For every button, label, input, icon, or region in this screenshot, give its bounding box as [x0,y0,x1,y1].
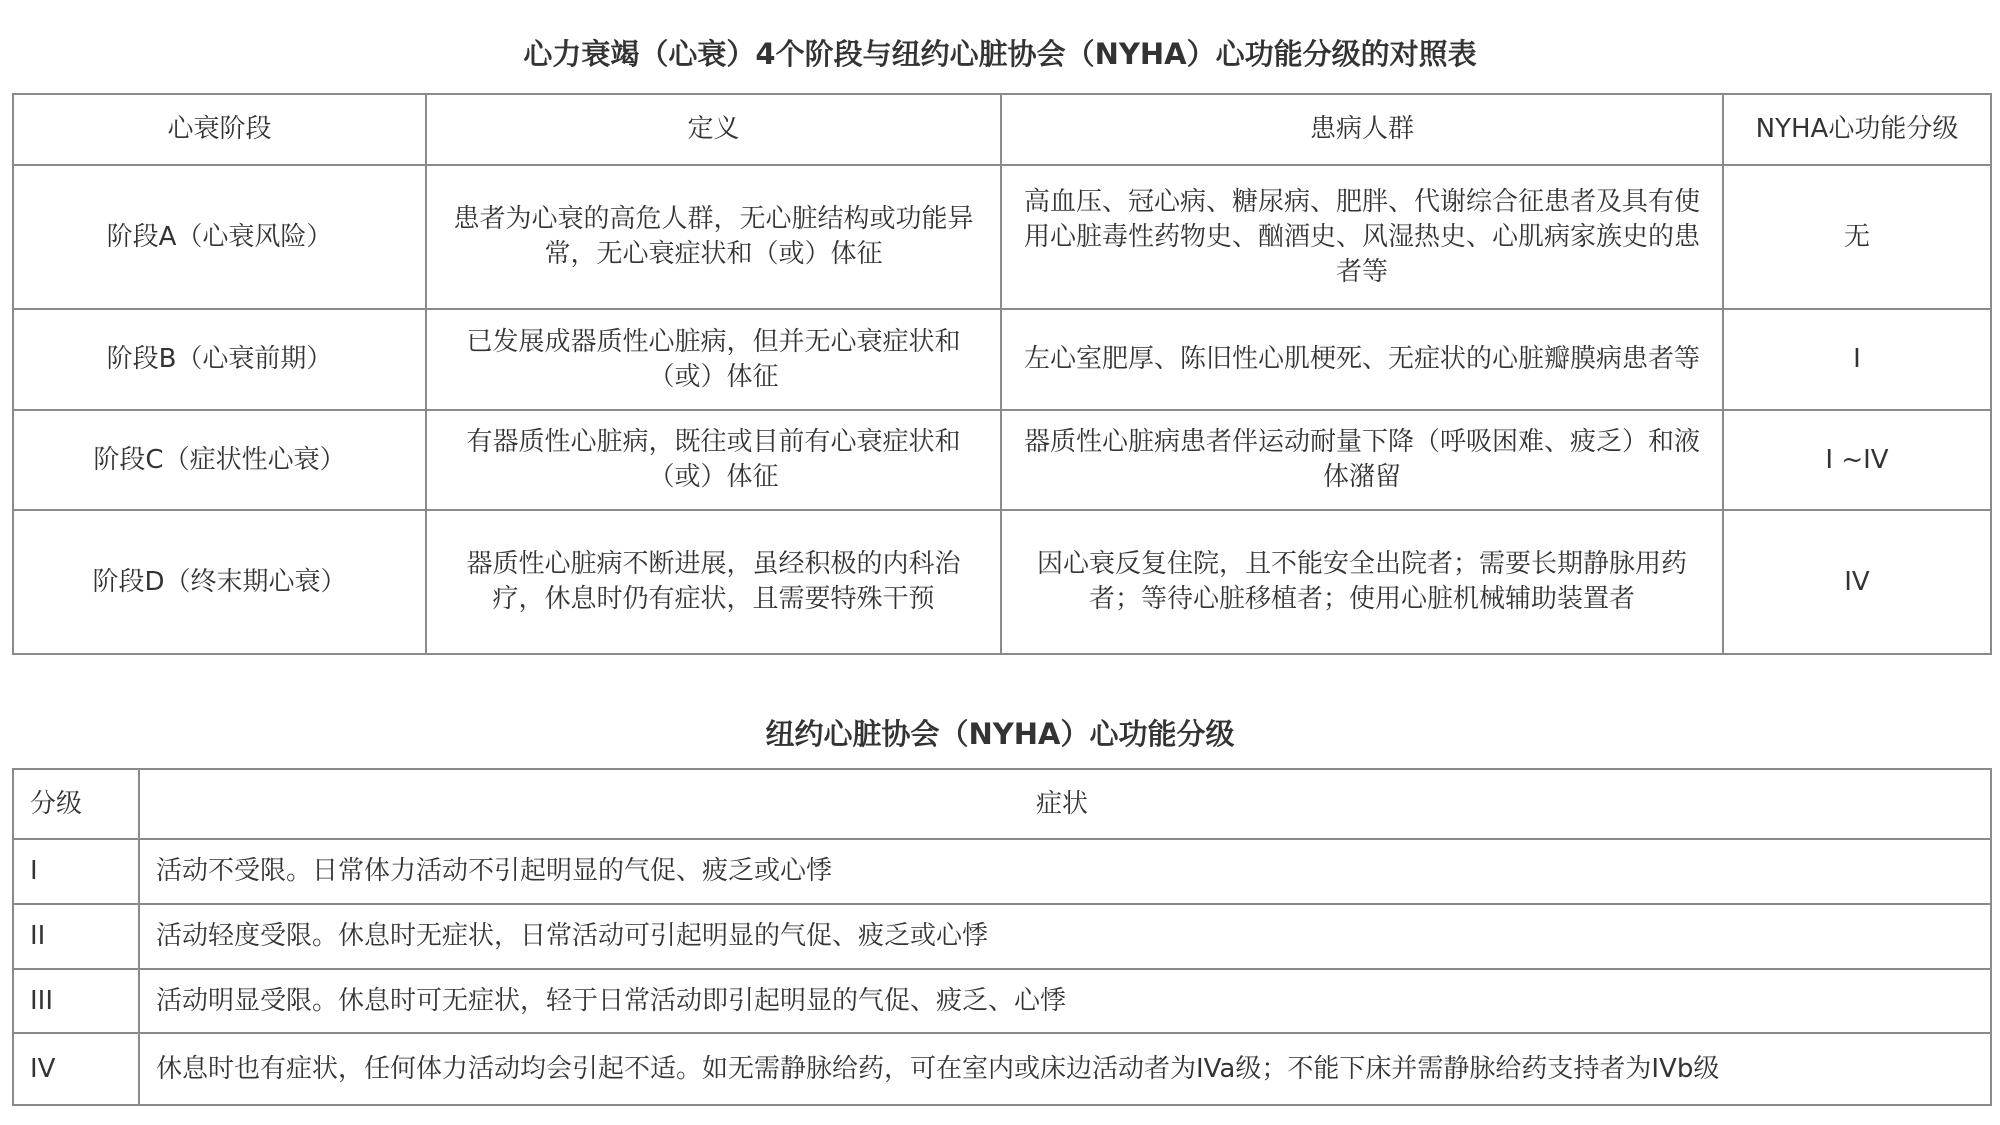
grade-cell: II [13,904,139,969]
header-population: 患病人群 [1001,94,1723,165]
symptoms-cell: 休息时也有症状，任何体力活动均会引起不适。如无需静脉给药，可在室内或床边活动者为IVa级；不能下床并需静脉给药支持者为IVb级 [139,1033,1991,1105]
nyha-cell: I ~IV [1723,410,1991,510]
table-row [13,839,1991,904]
definition-cell: 有器质性心脏病，既往或目前有心衰症状和（或）体征 [426,410,1001,510]
population-cell: 因心衰反复住院，且不能安全出院者；需要长期静脉用药者；等待心脏移植者；使用心脏机械辅助装置者 [1001,510,1723,654]
header-symptoms: 症状 [139,769,1991,839]
table-header-row [13,94,1991,165]
table-row [13,904,1991,969]
grade-cell: I [13,839,139,904]
nyha-cell: 无 [1723,165,1991,309]
nyha-cell: IV [1723,510,1991,654]
table-header-row [13,769,1991,839]
stage-cell: 阶段B（心衰前期） [13,309,426,410]
grade-cell: IV [13,1033,139,1105]
heart-failure-staging-table [12,93,1992,655]
stage-cell: 阶段C（症状性心衰） [13,410,426,510]
nyha-cell: I [1723,309,1991,410]
header-nyha: NYHA心功能分级 [1723,94,1991,165]
nyha-classification-table [12,768,1992,1106]
nyha-table-title: 纽约心脏协会（NYHA）心功能分级 [765,717,1235,751]
definition-cell: 已发展成器质性心脏病，但并无心衰症状和（或）体征 [426,309,1001,410]
staging-table-title: 心力衰竭（心衰）4个阶段与纽约心脏协会（NYHA）心功能分级的对照表 [523,37,1477,71]
definition-cell: 器质性心脏病不断进展，虽经积极的内科治疗，休息时仍有症状，且需要特殊干预 [426,510,1001,654]
header-stage: 心衰阶段 [13,94,426,165]
table-row [13,410,1991,510]
population-cell: 左心室肥厚、陈旧性心肌梗死、无症状的心脏瓣膜病患者等 [1001,309,1723,410]
symptoms-cell: 活动轻度受限。休息时无症状，日常活动可引起明显的气促、疲乏或心悸 [139,904,1991,969]
grade-cell: III [13,969,139,1033]
table-row [13,1033,1991,1105]
stage-cell: 阶段A（心衰风险） [13,165,426,309]
population-cell: 器质性心脏病患者伴运动耐量下降（呼吸困难、疲乏）和液体潴留 [1001,410,1723,510]
table-row [13,510,1991,654]
header-definition: 定义 [426,94,1001,165]
stage-cell: 阶段D（终末期心衰） [13,510,426,654]
table-row [13,969,1991,1033]
table-row [13,309,1991,410]
population-cell: 高血压、冠心病、糖尿病、肥胖、代谢综合征患者及具有使用心脏毒性药物史、酗酒史、风湿热史、心肌病家族史的患者等 [1001,165,1723,309]
table-row [13,165,1991,309]
definition-cell: 患者为心衰的高危人群，无心脏结构或功能异常，无心衰症状和（或）体征 [426,165,1001,309]
header-grade: 分级 [13,769,139,839]
symptoms-cell: 活动不受限。日常体力活动不引起明显的气促、疲乏或心悸 [139,839,1991,904]
symptoms-cell: 活动明显受限。休息时可无症状，轻于日常活动即引起明显的气促、疲乏、心悸 [139,969,1991,1033]
